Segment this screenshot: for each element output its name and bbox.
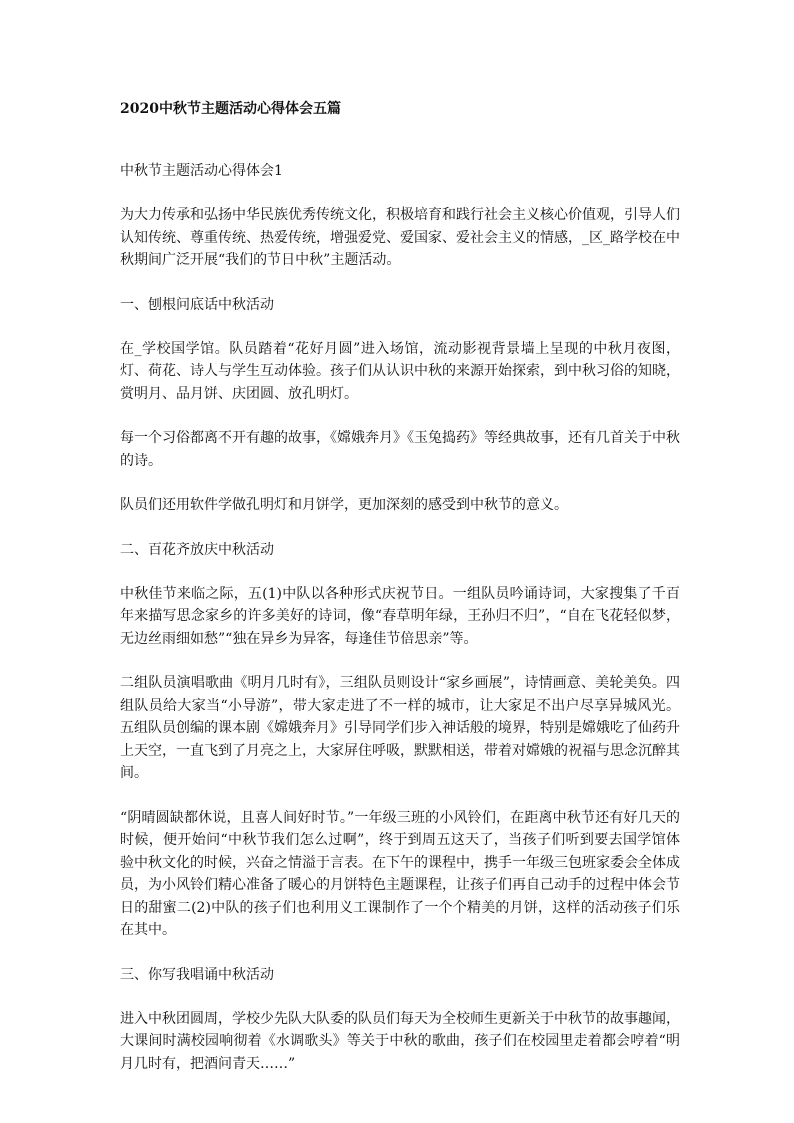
document-body	[120, 160, 680, 1097]
heading-3: 三、你写我唱诵中秋活动	[120, 966, 274, 983]
heading-1: 一、刨根问底话中秋活动	[120, 296, 274, 313]
section-title: 中秋节主题活动心得体会1	[120, 163, 283, 179]
paragraph-6: “阴晴圆缺都休说，且喜人间好时节。”一年级三班的小风铃们，在距离中秋节还有好几天的时候，便开始问“中秋节我们怎么过啊”，终于到周五这天了，当孩子们听到要去国学馆体验中秋文化的时候，兴奋之情溢于言表。在下午的课程中，携手一年级三包班家委会全体成员，为小风铃们精心准备了暖心的月饼特色主题课程，让孩子们再自己动手的过程中体会节日的甜蜜二(2)中队的孩子们也利用义工课制作了一个个精美的月饼，这样的活动孩子们乐在其中。	[120, 809, 680, 938]
heading-2: 二、百花齐放庆中秋活动	[120, 541, 274, 558]
paragraph-4: 中秋佳节来临之际，五(1)中队以各种形式庆祝节日。一组队员吟诵诗词，大家搜集了千百年来描写思念家乡的许多美好的诗词，像“春草明年绿，王孙归不归”，“自在飞花轻似梦，无边丝雨细如愁”“独在异乡为异客，每逢佳节倍思亲”等。	[120, 585, 680, 647]
paragraph-1: 在_学校国学馆。队员踏着“花好月圆”进入场馆，流动影视背景墙上呈现的中秋月夜图，灯、荷花、诗人与学生互动体验。孩子们从认识中秋的来源开始探索，到中秋习俗的知晓，赏明月、品月饼、庆团圆、放孔明灯。	[120, 340, 680, 402]
paragraph-intro: 为大力传承和弘扬中华民族优秀传统文化，积极培育和践行社会主义核心价值观，引导人们认知传统、尊重传统、热爱传统，增强爱党、爱国家、爱社会主义的情感，_区_路学校在中秋期间广泛开展“我们的节日中秋”主题活动。	[120, 207, 680, 268]
paragraph-3: 队员们还用软件学做孔明灯和月饼学，更加深刻的感受到中秋节的意义。	[120, 497, 568, 513]
document-title: 2020中秋节主题活动心得体会五篇	[120, 101, 341, 117]
paragraph-7: 进入中秋团圆周，学校少先队大队委的队员们每天为全校师生更新关于中秋节的故事趣闻，大课间时满校园响彻着《水调歌头》等关于中秋的歌曲，孩子们在校园里走着都会哼着“明月几时有，把酒问青天……”	[120, 1010, 680, 1072]
paragraph-5: 二组队员演唱歌曲《明月几时有》，三组队员则设计“家乡画展”，诗情画意、美轮美奂。四组队员给大家当“小导游”，带大家走进了不一样的城市，让大家足不出户尽享异城风光。五组队员创编的课本剧《嫦娥奔月》引导同学们步入神话般的境界，特别是嫦娥吃了仙药升上天空，一直飞到了月亮之上，大家屏住呼吸，默默相送，带着对嫦娥的祝福与思念沉醉其间。	[120, 675, 680, 781]
paragraph-2: 每一个习俗都离不开有趣的故事，《嫦娥奔月》《玉兔捣药》等经典故事，还有几首关于中秋的诗。	[120, 430, 680, 469]
